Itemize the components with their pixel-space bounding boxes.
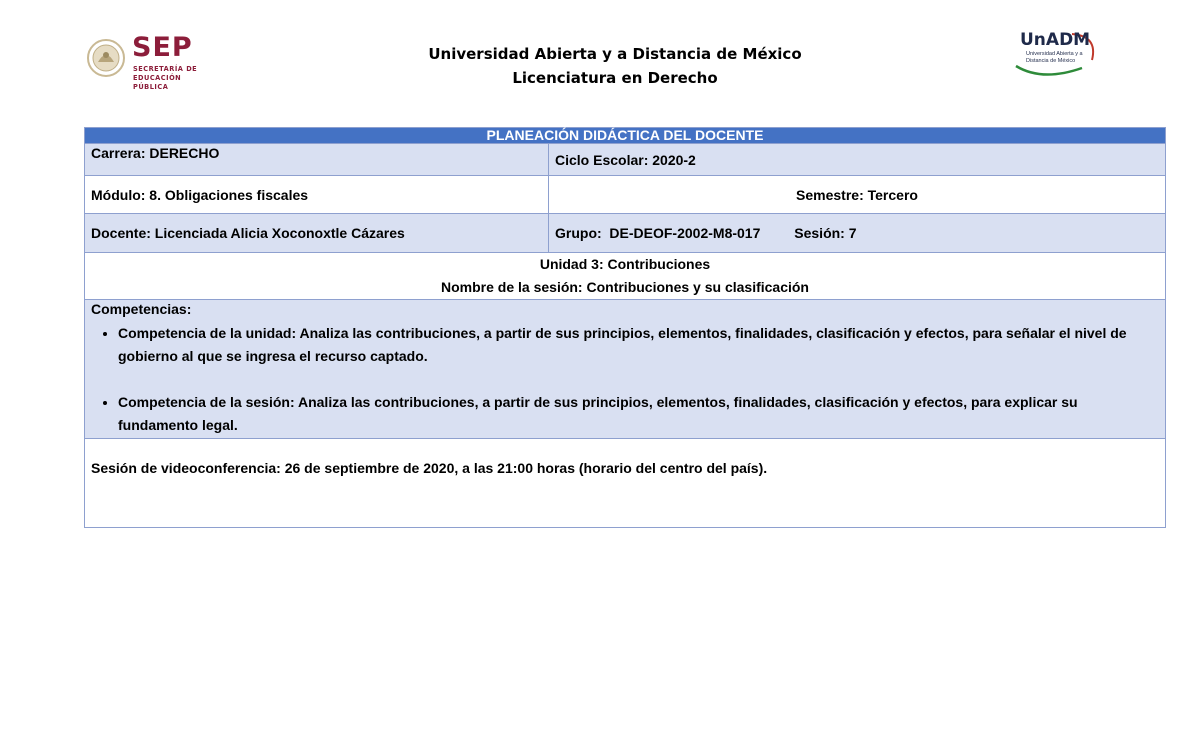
docente-cell: Docente: Licenciada Alicia Xoconoxtle Cázares <box>85 214 549 253</box>
grupo-value: Grupo: DE-DEOF-2002-M8-017 <box>555 225 761 241</box>
carrera-cell: Carrera: DERECHO <box>85 144 549 176</box>
modulo-cell: Módulo: 8. Obligaciones fiscales <box>85 176 549 214</box>
planning-table <box>84 127 1166 528</box>
competencias-cell <box>85 300 1166 439</box>
videoconferencia-text: Sesión de videoconferencia: 26 de septiembre de 2020, a las 21:00 horas (horario del centro del país). <box>91 460 768 476</box>
videoconferencia-cell <box>85 439 1166 528</box>
semestre-cell: Semestre: Tercero <box>549 176 1166 214</box>
session-name: Nombre de la sesión: Contribuciones y su clasificación <box>441 279 809 295</box>
program-name: Licenciatura en Derecho <box>512 69 718 87</box>
ciclo-cell: Ciclo Escolar: 2020-2 <box>549 144 1166 176</box>
competencia-sesion: • Competencia de la sesión: Analiza las contribuciones, a partir de sus principios, elementos, finalidades, clasificación y efectos, para explicar su fundamento legal. <box>118 391 1159 437</box>
unadm-wordmark: UnADM <box>1020 30 1091 50</box>
competencia-unidad: • Competencia de la unidad: Analiza las contribuciones, a partir de sus principios, elementos, finalidades, clasificación y efectos, para señalar el nivel de gobierno al que se ingresa el recurso captado. <box>118 322 1159 368</box>
unidad-title: Unidad 3: Contribuciones <box>539 256 711 272</box>
grupo-cell <box>549 214 1166 253</box>
university-name: Universidad Abierta y a Distancia de México <box>428 45 802 63</box>
competencias-list <box>91 322 1159 437</box>
sep-wordmark: SEP <box>132 32 193 63</box>
sesion-number: Sesión: 7 <box>794 225 857 241</box>
unadm-logo <box>1012 28 1102 78</box>
unadm-subtitle: Universidad Abierta y a Distancia de México <box>1026 51 1083 64</box>
competencias-label: Competencias: <box>91 301 192 317</box>
table-title: PLANEACIÓN DIDÁCTICA DEL DOCENTE <box>85 128 1166 144</box>
sep-subtitle: SECRETARÍA DE EDUCACIÓN PÚBLICA <box>133 65 198 91</box>
unidad-cell <box>85 253 1166 300</box>
